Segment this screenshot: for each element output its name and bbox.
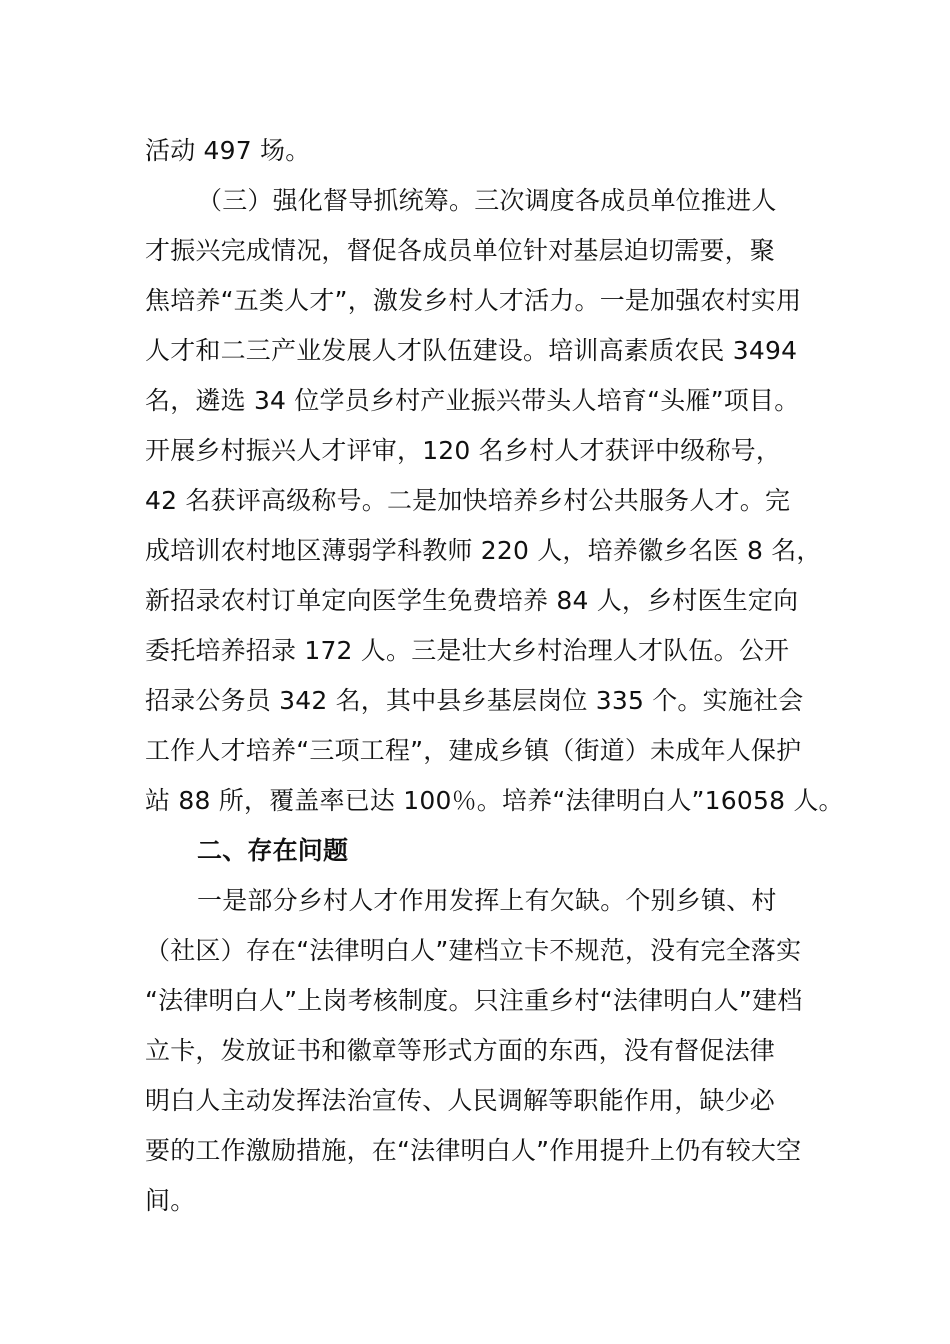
paragraph-line: 工作人才培养“三项工程”，建成乡镇（街道）未成年人保护	[145, 736, 802, 765]
paragraph-line: 成培训农村地区薄弱学科教师 220 人，培养徽乡名医 8 名，	[145, 536, 822, 565]
section-heading: 二、存在问题	[197, 836, 349, 865]
paragraph-line: 间。	[145, 1186, 196, 1215]
paragraph-line: 委托培养招录 172 人。三是壮大乡村治理人才队伍。公开	[145, 636, 790, 665]
paragraph-line: 开展乡村振兴人才评审，120 名乡村人才获评中级称号，	[145, 436, 782, 465]
paragraph-line: （三）强化督导抓统筹。三次调度各成员单位推进人	[197, 186, 777, 215]
paragraph-line: （社区）存在“法律明白人”建档立卡不规范，没有完全落实	[145, 936, 802, 965]
paragraph-line: 一是部分乡村人才作用发挥上有欠缺。个别乡镇、村	[197, 886, 777, 915]
paragraph-line: 要的工作激励措施，在“法律明白人”作用提升上仍有较大空	[145, 1136, 802, 1165]
paragraph-line: 明白人主动发挥法治宣传、人民调解等职能作用，缺少必	[145, 1086, 776, 1115]
paragraph-line: 立卡，发放证书和徽章等形式方面的东西，没有督促法律	[145, 1036, 776, 1065]
paragraph-line: “法律明白人”上岗考核制度。只注重乡村“法律明白人”建档	[145, 986, 803, 1015]
paragraph-line: 新招录农村订单定向医学生免费培养 84 人，乡村医生定向	[145, 586, 799, 615]
paragraph-line: 活动 497 场。	[145, 136, 311, 165]
paragraph-line: 焦培养“五类人才”，激发乡村人才活力。一是加强农村实用	[145, 286, 802, 315]
document-body	[145, 126, 844, 1226]
paragraph-line: 名，遴选 34 位学员乡村产业振兴带头人培育“头雁”项目。	[145, 386, 800, 415]
paragraph-line: 招录公务员 342 名，其中县乡基层岗位 335 个。实施社会	[145, 686, 804, 715]
paragraph-line: 人才和二三产业发展人才队伍建设。培训高素质农民 3494	[145, 336, 798, 365]
paragraph-line: 站 88 所，覆盖率已达 100％。培养“法律明白人”16058 人。	[145, 786, 844, 815]
paragraph-line: 42 名获评高级称号。二是加快培养乡村公共服务人才。完	[145, 486, 791, 515]
paragraph-line: 才振兴完成情况，督促各成员单位针对基层迫切需要，聚	[145, 236, 776, 265]
